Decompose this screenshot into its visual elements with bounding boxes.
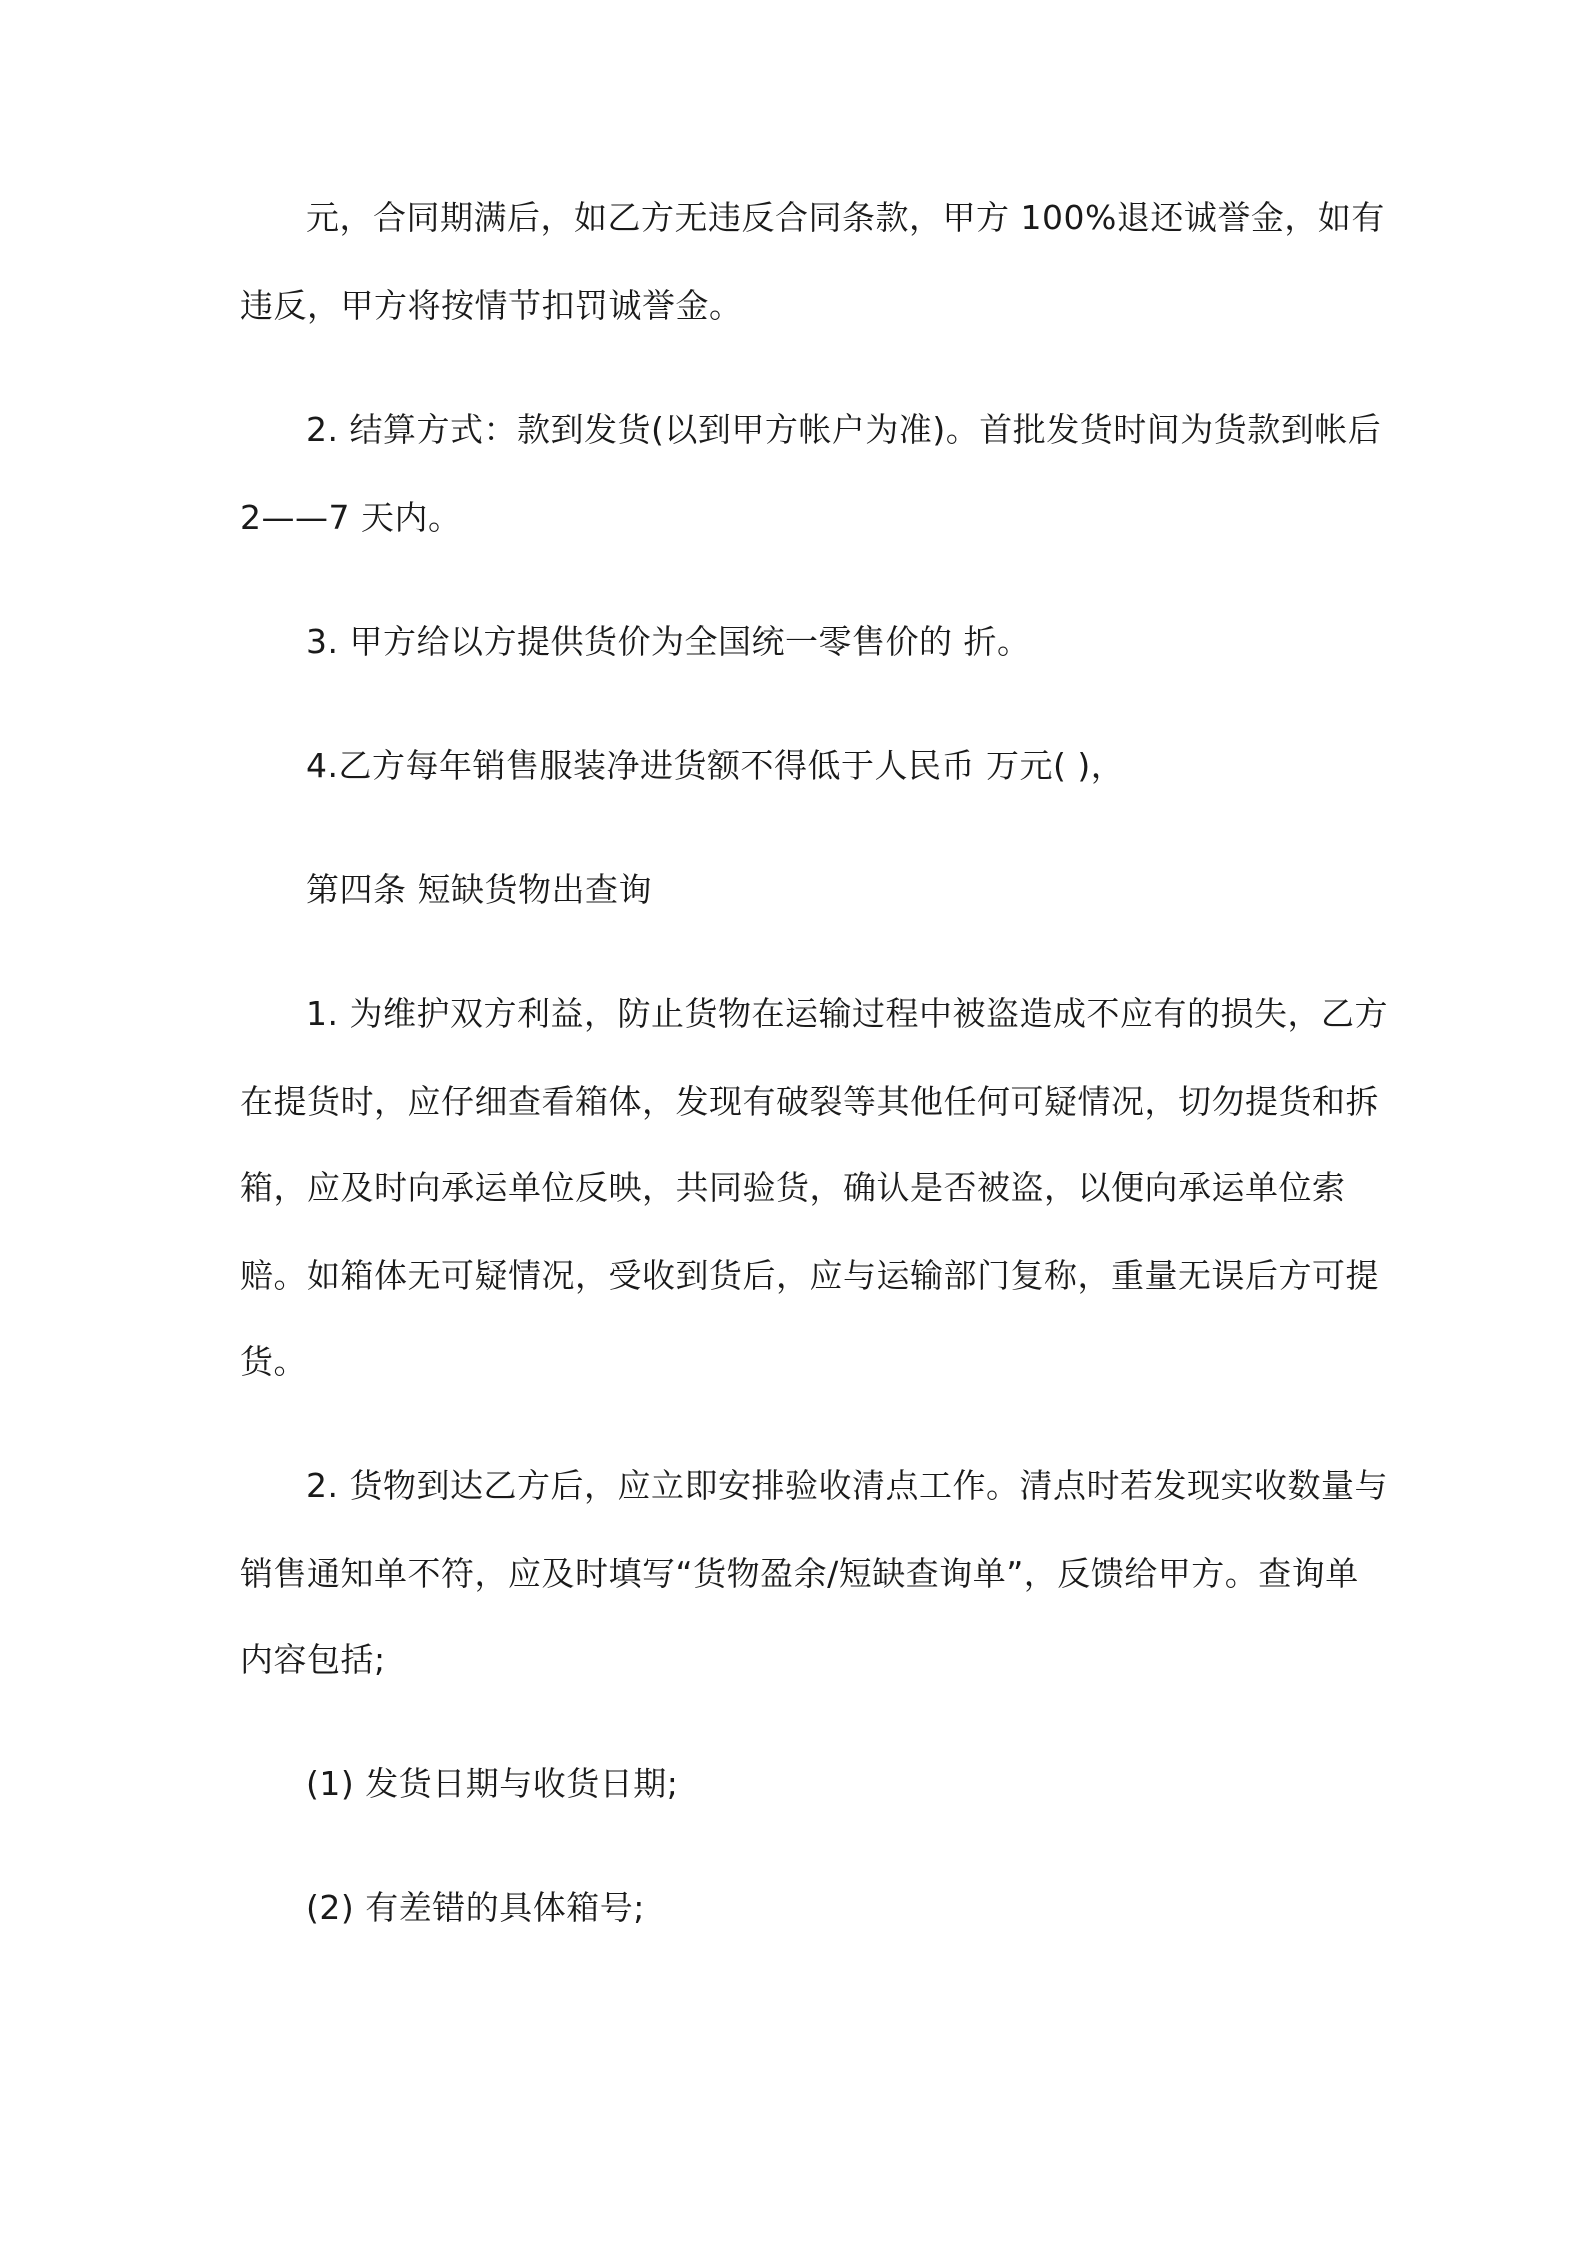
list-item: (2) 有差错的具体箱号; [306,1888,645,1927]
paragraph-line: 4.乙方每年销售服装净进货额不得低于人民币 万元( )， [306,746,1125,785]
paragraph-line: 2. 结算方式：款到发货(以到甲方帐户为准)。首批发货时间为货款到帐后 [306,410,1382,449]
paragraph-line: 箱，应及时向承运单位反映，共同验货，确认是否被盗，以便向承运单位索 [240,1168,1346,1207]
paragraph-line: 货。 [240,1342,307,1381]
paragraph-line: 在提货时，应仔细查看箱体，发现有破裂等其他任何可疑情况，切勿提货和拆 [240,1082,1379,1121]
list-item: (1) 发货日期与收货日期; [306,1764,679,1803]
paragraph-line: 内容包括; [240,1640,386,1679]
paragraph-line: 1. 为维护双方利益，防止货物在运输过程中被盗造成不应有的损失，乙方 [306,994,1388,1033]
paragraph-line: 3. 甲方给以方提供货价为全国统一零售价的 折。 [306,622,1031,661]
paragraph-line: 赔。如箱体无可疑情况，受收到货后，应与运输部门复称，重量无误后方可提 [240,1256,1379,1295]
paragraph-line: 2——7 天内。 [240,498,462,537]
paragraph-line: 2. 货物到达乙方后，应立即安排验收清点工作。清点时若发现实收数量与 [306,1466,1388,1505]
paragraph-line: 销售通知单不符，应及时填写“货物盈余/短缺查询单”，反馈给甲方。查询单 [240,1554,1359,1593]
section-heading: 第四条 短缺货物出查询 [306,870,652,909]
paragraph-line: 元，合同期满后，如乙方无违反合同条款，甲方 100%退还诚誉金，如有 [306,198,1385,237]
paragraph-line: 违反，甲方将按情节扣罚诚誉金。 [240,286,743,325]
